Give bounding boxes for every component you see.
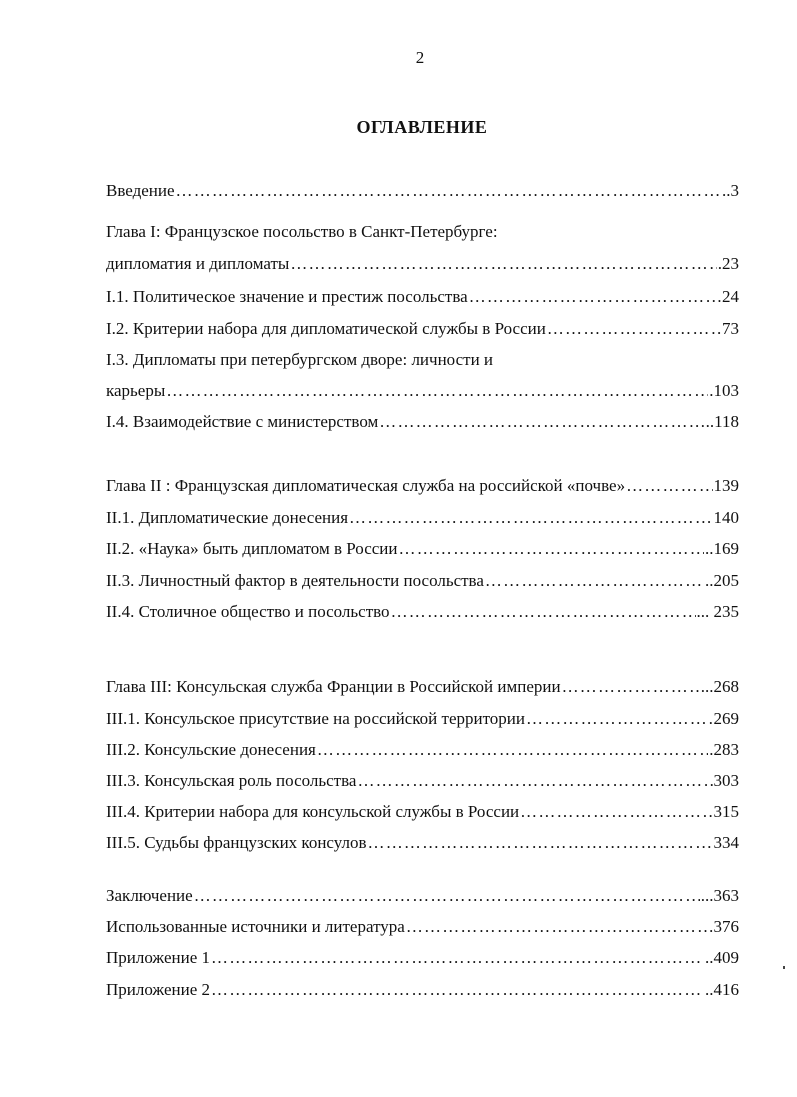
- toc-entry-label: II.3. Личностный фактор в деятельности посольства: [106, 571, 484, 590]
- toc-entry-page: ..409: [705, 948, 739, 967]
- toc-entry-page: ... 235: [696, 602, 739, 621]
- toc-entry-chapter-2[interactable]: [106, 475, 739, 497]
- toc-entry-label: карьеры: [106, 381, 166, 400]
- dot-leader: [526, 708, 713, 730]
- toc-entry-label: III.3. Консульская роль посольства: [106, 771, 357, 790]
- dot-leader: [317, 739, 708, 761]
- page-title: ОГЛАВЛЕНИЕ: [356, 117, 488, 137]
- toc-entry-label: Использованные источники и литература: [106, 917, 405, 936]
- toc-entry-page: 73: [722, 319, 739, 338]
- dot-leader: [469, 286, 721, 308]
- dot-leader: [211, 947, 704, 969]
- toc-entry-label: III.2. Консульские донесения: [106, 740, 316, 759]
- dot-leader: [391, 601, 696, 623]
- toc-entry-label: I.4. Взаимодействие с министерством: [106, 412, 379, 431]
- toc-entry-label: Глава III: Консульская служба Франции в Российской империи: [106, 677, 561, 696]
- toc-entry-section-1-4[interactable]: [106, 411, 739, 433]
- toc-entry-label: I.2. Критерии набора для дипломатической службы в России: [106, 319, 546, 338]
- toc-entry-label: III.4. Критерии набора для консульской службы в России: [106, 802, 520, 821]
- dot-leader: [547, 318, 721, 340]
- toc-entry-page: 376: [713, 917, 739, 936]
- page-number: 2: [415, 48, 425, 67]
- toc-entry-page: ...268: [700, 677, 739, 696]
- toc-entry-label: Глава I: Французское посольство в Санкт-Петербурге:: [106, 222, 498, 241]
- toc-entry-sources[interactable]: [106, 916, 739, 938]
- toc-entry-label: III.5. Судьбы французских консулов: [106, 833, 367, 852]
- toc-entry-conclusion[interactable]: [106, 885, 739, 907]
- toc-entry-label: I.3. Дипломаты при петербургском дворе: личности и: [106, 350, 494, 369]
- toc-entry-page: 334: [713, 833, 739, 852]
- dot-leader: [379, 411, 704, 433]
- dot-leader: [290, 253, 716, 275]
- toc-entry-label: II.4. Столичное общество и посольство: [106, 602, 390, 621]
- dot-leader: [406, 916, 713, 938]
- toc-entry-section-1-1[interactable]: [106, 286, 739, 308]
- toc-entry-page: ..205: [705, 571, 739, 590]
- toc-entry-section-3-4[interactable]: [106, 801, 739, 823]
- toc-entry-label: Приложение 1: [106, 948, 210, 967]
- toc-entry-section-1-2[interactable]: [106, 318, 739, 340]
- toc-entry-page: 139: [713, 476, 739, 495]
- toc-entry-page: .103: [709, 381, 739, 400]
- toc-entry-section-2-2[interactable]: [106, 538, 739, 560]
- toc-entry-page: .283: [709, 740, 739, 759]
- dot-leader: [368, 832, 713, 854]
- dot-leader: [626, 475, 712, 497]
- toc-entry-section-3-1[interactable]: [106, 708, 739, 730]
- dot-leader: [166, 380, 708, 402]
- toc-entry-label: Заключение: [106, 886, 193, 905]
- toc-entry-section-3-2[interactable]: [106, 739, 739, 761]
- toc-entry-section-1-3-heading[interactable]: [106, 349, 739, 371]
- toc-entry-label: Глава II : Французская дипломатическая служба на российской «почве»: [106, 476, 626, 495]
- toc-entry-page: 140: [713, 508, 739, 527]
- dot-leader: [562, 676, 700, 698]
- toc-entry-appendix-1[interactable]: [106, 947, 739, 969]
- dot-leader: [176, 180, 721, 202]
- toc-entry-label: Введение: [106, 181, 175, 200]
- toc-entry-section-1-3[interactable]: [106, 380, 739, 402]
- toc-entry-section-3-3[interactable]: [106, 770, 739, 792]
- toc-entry-section-2-4[interactable]: [106, 601, 739, 623]
- dot-leader: [520, 801, 712, 823]
- dot-leader: [211, 979, 704, 1001]
- toc-entry-label: I.1. Политическое значение и престиж посольства: [106, 287, 468, 306]
- dot-leader: [399, 538, 705, 560]
- toc-entry-chapter-3[interactable]: [106, 676, 739, 698]
- dot-leader: [485, 570, 704, 592]
- toc-entry-page: ..416: [705, 980, 739, 999]
- toc-entry-page: ..169: [705, 539, 739, 558]
- toc-entry-introduction[interactable]: [106, 180, 739, 202]
- toc-entry-label: II.1. Дипломатические донесения: [106, 508, 349, 527]
- toc-entry-section-2-1[interactable]: [106, 507, 739, 529]
- dot-leader: [357, 770, 712, 792]
- toc-entry-page: .23: [717, 254, 739, 273]
- toc-entry-chapter-1-heading[interactable]: [106, 221, 739, 243]
- toc-entry-page: ..118: [705, 412, 739, 431]
- toc-entry-chapter-1[interactable]: [106, 253, 739, 275]
- toc-entry-appendix-2[interactable]: [106, 979, 739, 1001]
- toc-entry-page: 315: [713, 802, 739, 821]
- toc-entry-section-2-3[interactable]: [106, 570, 739, 592]
- scan-speck: [783, 966, 785, 969]
- dot-leader: [194, 885, 700, 907]
- toc-entry-label: III.1. Консульское присутствие на российской территории: [106, 709, 525, 728]
- toc-entry-page: 24: [722, 287, 739, 306]
- toc-entry-page: ...363: [700, 886, 739, 905]
- toc-entry-label: II.2. «Наука» быть дипломатом в России: [106, 539, 398, 558]
- toc-entry-label: дипломатия и дипломаты: [106, 254, 290, 273]
- toc-entry-page: 269: [713, 709, 739, 728]
- toc-entry-page: 303: [713, 771, 739, 790]
- toc-entry-page: ..3: [722, 181, 739, 200]
- dot-leader: [349, 507, 712, 529]
- toc-entry-label: Приложение 2: [106, 980, 210, 999]
- toc-entry-section-3-5[interactable]: [106, 832, 739, 854]
